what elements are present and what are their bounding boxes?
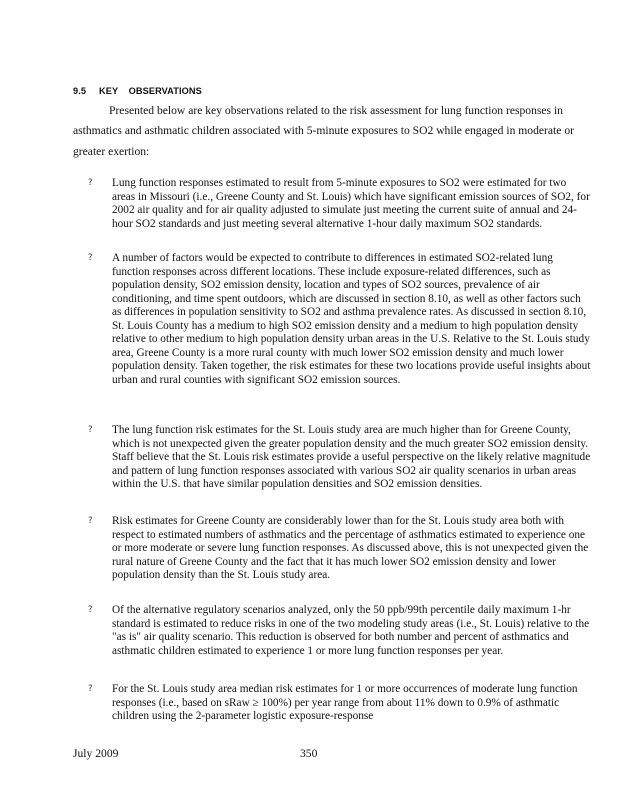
list-item	[88, 515, 592, 583]
section-heading	[73, 86, 202, 96]
list-item-text: For the St. Louis study area median risk estimates for 1 or more occurrences of moderate lung function responses (i.e., based on sRaw ≥ 100%) per year range from about 11% down to 0.9% of asthmatic children using the 2-parameter logistic exposure-response	[112, 683, 578, 722]
list-item-text: Lung function responses estimated to result from 5-minute exposures to SO2 were estimated for two areas in Missouri (i.e., Greene County and St. Louis) which have significant emission sources of SO2, for 2002 air quality and for air quality adjusted to simulate just meeting the current suite of annual and 24-hour SO2 standards and just meeting several alternative 1-hour daily maximum SO2 standards.	[112, 177, 590, 230]
bullet-marker: ?	[88, 605, 93, 615]
list-item-text: Of the alternative regulatory scenarios analyzed, only the 50 ppb/99th percentile daily maximum 1-hr standard is estimated to reduce risks in one of the two modeling study areas (i.e., St. Louis) relative to the "as is" air quality scenario. This reduction is observed for both number and percent of asthmatics and asthmatic children estimated to experience 1 or more lung function responses per year.	[112, 604, 590, 657]
footer-date: July 2009	[73, 747, 119, 760]
list-item	[88, 424, 592, 492]
bullet-marker: ?	[88, 425, 93, 435]
list-item-text: A number of factors would be expected to contribute to differences in estimated SO2-related lung function responses across different locations. These include exposure-related differences, such as population density, SO2 emission density, location and types of SO2 sources, prevalence of air conditioning, and time spent outdoors, which are discussed in section 8.10, as well as other factors such as differences in population sensitivity to SO2 and asthma prevalence rates. As discussed in section 8.10, St. Louis County has a medium to high SO2 emission density and a medium to high population density relative to other medium to high population density urban areas in the U.S. Relative to the St. Louis study area, Greene County is a more rural county with much lower SO2 emission density and much lower population density. Taken together, the risk estimates for these two locations provide useful insights about urban and rural counties with significant SO2 emission sources.	[112, 252, 591, 386]
intro-paragraph: Presented below are key observations related to the risk assessment for lung function responses in asthmatics and asthmatic children associated with 5-minute exposures to SO2 while engaged in moderate or greater exertion:	[73, 104, 574, 158]
section-title: KEY OBSERVATIONS	[99, 86, 202, 96]
list-item-text: Risk estimates for Greene County are considerably lower than for the St. Louis study area both with respect to estimated numbers of asthmatics and the percentage of asthmatics estimated to experience one or more moderate or severe lung function responses. As discussed above, this is not unexpected given the rural nature of Greene County and the fact that it has much lower SO2 emission density and lower population density than the St. Louis study area.	[112, 515, 589, 581]
list-item	[88, 683, 592, 724]
page-number: 350	[300, 747, 318, 760]
bullet-marker: ?	[88, 178, 93, 188]
bullet-marker: ?	[88, 684, 93, 694]
list-item	[88, 604, 592, 658]
list-item	[88, 177, 592, 231]
bullet-marker: ?	[88, 253, 93, 263]
list-item	[88, 252, 592, 387]
list-item-text: The lung function risk estimates for the St. Louis study area are much higher than for Greene County, which is not unexpected given the greater population density and the much greater SO2 emission density. Staff believe that the St. Louis risk estimates provide a useful perspective on the likely relative magnitude and pattern of lung function responses associated with various SO2 air quality scenarios in urban areas within the U.S. that have similar population densities and SO2 emission densities.	[112, 424, 591, 490]
bullet-marker: ?	[88, 516, 93, 526]
section-number: 9.5	[73, 86, 87, 96]
